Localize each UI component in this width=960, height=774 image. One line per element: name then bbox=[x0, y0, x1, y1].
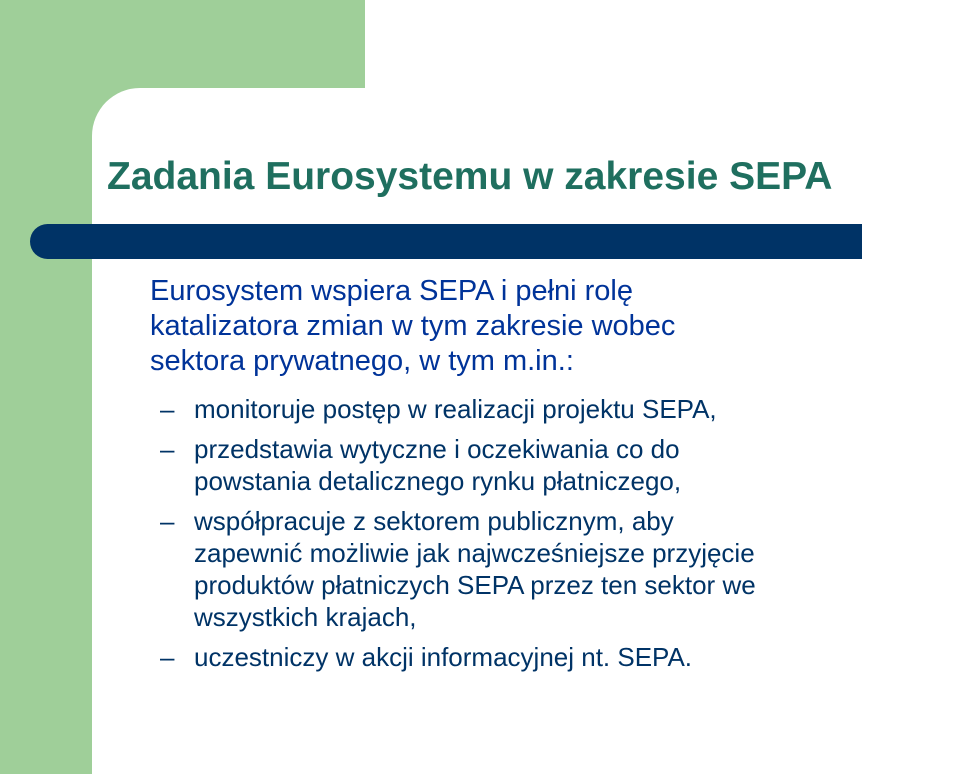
bullet-item-cooperation bbox=[160, 505, 950, 633]
intro-line: Eurosystem wspiera SEPA i pełni rolę bbox=[150, 275, 634, 307]
bullet-line: monitoruje postęp w realizacji projektu SEPA, bbox=[194, 394, 717, 424]
dash-bullet-icon: – bbox=[160, 394, 175, 424]
slide-title: Zadania Eurosystemu w zakresie SEPA bbox=[107, 155, 833, 198]
bullet-item-monitoring bbox=[160, 393, 950, 425]
intro-line: katalizatora zmian w tym zakresie wobec bbox=[150, 310, 676, 342]
intro-paragraph bbox=[150, 274, 870, 379]
bullet-line: uczestniczy w akcji informacyjnej nt. SEPA. bbox=[194, 642, 693, 672]
bullet-line: produktów płatniczych SEPA przez ten sektor we bbox=[194, 570, 756, 600]
bullet-line: współpracuje z sektorem publicznym, aby bbox=[194, 506, 674, 536]
dash-bullet-icon: – bbox=[160, 434, 175, 464]
bullet-item-guidelines bbox=[160, 433, 950, 497]
bullet-line: zapewnić możliwie jak najwcześniejsze przyjęcie bbox=[194, 538, 755, 568]
bullet-line: powstania detalicznego rynku płatniczego, bbox=[194, 466, 682, 496]
bullet-item-information-campaign bbox=[160, 641, 950, 673]
dash-bullet-icon: – bbox=[160, 642, 175, 672]
dash-bullet-icon: – bbox=[160, 506, 175, 536]
bullet-list bbox=[160, 393, 950, 681]
title-underline-bar bbox=[30, 224, 862, 259]
bullet-line: przedstawia wytyczne i oczekiwania co do bbox=[194, 434, 680, 464]
intro-line: sektora prywatnego, w tym m.in.: bbox=[150, 345, 574, 377]
bullet-line: wszystkich krajach, bbox=[194, 602, 417, 632]
